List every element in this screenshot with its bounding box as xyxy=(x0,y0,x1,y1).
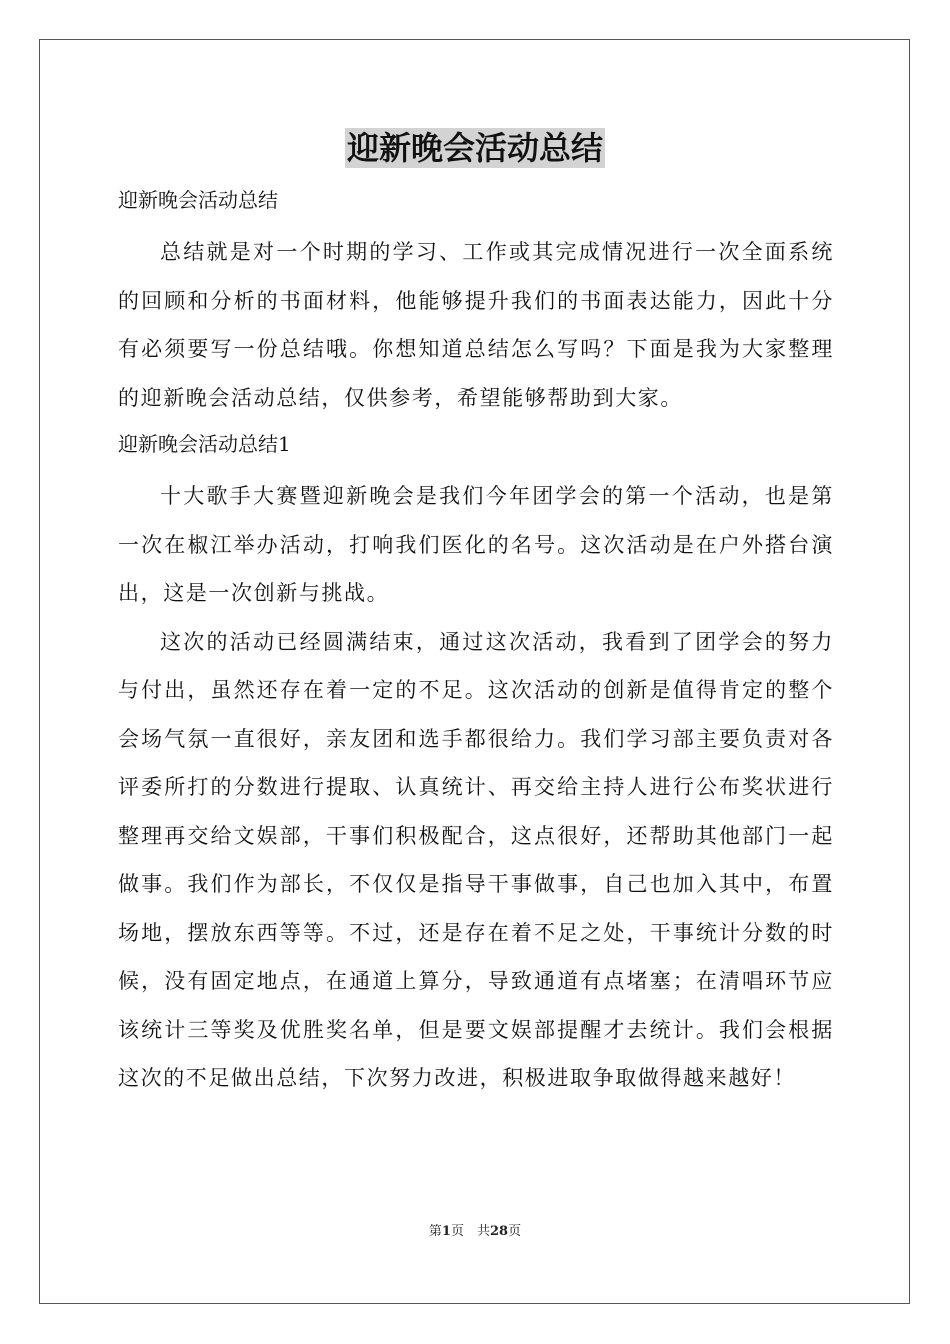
title-wrap xyxy=(0,128,950,168)
section1-paragraph-2: 这次的活动已经圆满结束，通过这次活动，我看到了团学会的努力与付出，虽然还存在着一定的不足。这次活动的创新是值得肯定的整个会场气氛一直很好，亲友团和选手都很给力。我们学习部主要负责对各评委所打的分数进行提取、认真统计、再交给主持人进行公布奖状进行整理再交给文娱部，干事们积极配合，这点很好，还帮助其他部门一起做事。我们作为部长，不仅仅是指导干事做事，自己也加入其中，布置场地，摆放东西等等。不过，还是存在着不足之处，干事统计分数的时候，没有固定地点，在通道上算分，导致通道有点堵塞；在清唱环节应该统计三等奖及优胜奖名单，但是要文娱部提醒才去统计。我们会根据这次的不足做出总结，下次努力改进，积极进取争取做得越来越好！ xyxy=(118,629,834,1090)
subtitle-heading: 迎新晚会活动总结 xyxy=(118,188,278,212)
section1-paragraph-1: 十大歌手大赛暨迎新晚会是我们今年团学会的第一个活动，也是第一次在椒江举办活动，打响我们医化的名号。这次活动是在户外搭台演出，这是一次创新与挑战。 xyxy=(118,484,834,605)
footer-total-pages: 28 xyxy=(489,1224,509,1239)
footer-suffix: 页 xyxy=(508,1224,522,1239)
document-body xyxy=(118,180,834,1103)
document-title: 迎新晚会活动总结 xyxy=(346,129,603,167)
section-heading-1: 迎新晚会活动总结1 xyxy=(118,432,291,456)
footer-prefix: 第 xyxy=(428,1224,442,1239)
footer-current-page: 1 xyxy=(441,1224,451,1239)
footer-mid: 页 共 xyxy=(450,1224,490,1239)
intro-paragraph: 总结就是对一个时期的学习、工作或其完成情况进行一次全面系统的回顾和分析的书面材料，他能够提升我们的书面表达能力，因此十分有必须要写一份总结哦。你想知道总结怎么写吗？下面是我为大家整理的迎新晚会活动总结，仅供参考，希望能够帮助到大家。 xyxy=(118,240,834,410)
page-footer xyxy=(0,1220,950,1239)
